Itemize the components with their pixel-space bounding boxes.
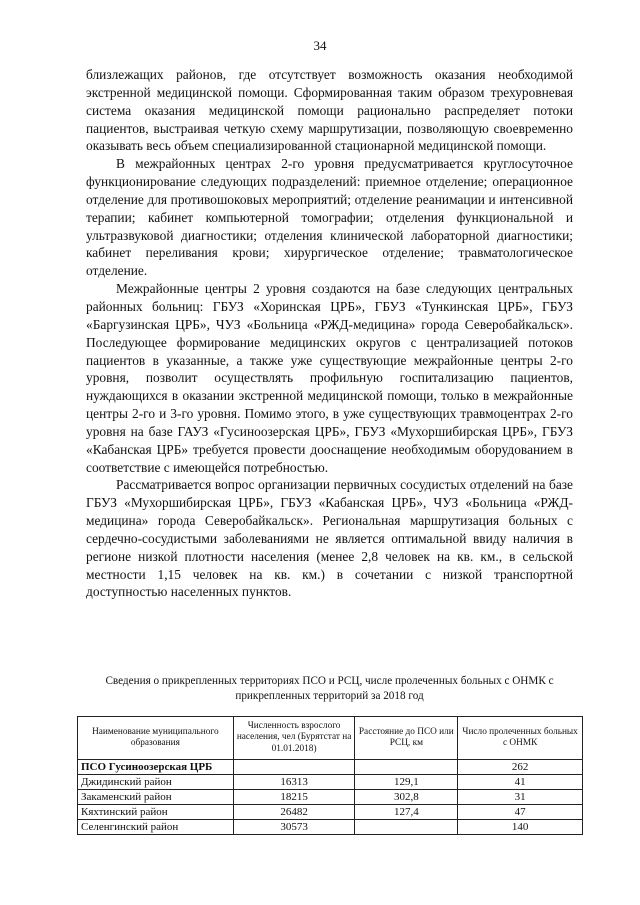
cell-distance [355, 760, 458, 775]
cell-population: 18215 [233, 790, 355, 805]
table-row [78, 790, 583, 805]
header-treated: Число пролеченных больных с ОНМК [458, 717, 583, 760]
cell-treated: 47 [458, 805, 583, 820]
cell-population [233, 760, 355, 775]
header-population: Численность взрослого населения, чел (Бурятстат на 01.01.2018) [233, 717, 355, 760]
cell-distance: 302,8 [355, 790, 458, 805]
cell-population: 30573 [233, 820, 355, 835]
cell-name: Джидинский район [78, 775, 234, 790]
table-row [78, 760, 583, 775]
table-caption: Сведения о прикрепленных территориях ПСО и РСЦ, числе пролеченных больных с ОНМК с прикрепленных территорий за 2018 год [105, 675, 554, 702]
cell-treated: 140 [458, 820, 583, 835]
cell-distance: 129,1 [355, 775, 458, 790]
paragraph: В межрайонных центрах 2-го уровня предусматривается круглосуточное функционирование следующих подразделений: приемное отделение; операционное отделение для противошоковых мероприятий; отделение реанимации и интенсивной терапии; кабинет компьютерной томографии; отделения функциональной и ультразвуковой диагностики; отделения клинической лабораторной диагностики; кабинет переливания крови; хирургическое отделение; травматологическое отделение. [86, 156, 573, 279]
header-municipality: Наименование муниципального образования [78, 717, 234, 760]
cell-treated: 262 [458, 760, 583, 775]
cell-name: Закаменский район [78, 790, 234, 805]
table-row [78, 775, 583, 790]
cell-treated: 41 [458, 775, 583, 790]
cell-name: Кяхтинский район [78, 805, 234, 820]
cell-treated: 31 [458, 790, 583, 805]
paragraph: Рассматривается вопрос организации первичных сосудистых отделений на базе ГБУЗ «Мухоршибирская ЦРБ», ГБУЗ «Кабанская ЦРБ», ЧУЗ «Больница «РЖД-медицина» города Северобайкальск». Региональная маршрутизация больных с сердечно-сосудистыми заболеваниями не является оптимальной ввиду наличия в регионе низкой плотности населения (менее 2,8 человек на кв. км., в сельской местности 1,15 человек на кв. км.) в сочетании с низкой транспортной доступностью населенных пунктов. [86, 477, 573, 600]
table-header-row [78, 717, 583, 760]
paragraph: Межрайонные центры 2 уровня создаются на базе следующих центральных районных больниц: ГБУЗ «Хоринская ЦРБ», ГБУЗ «Тункинская ЦРБ», ГБУЗ «Баргузинская ЦРБ», ЧУЗ «Больница «РЖД-медицина» города Северобайкальск». Последующее формирование медицинских округов с централизацией потоков пациентов в указанные, а также уже существующие межрайонные центры 2-го уровня, позволит осуществлять профильную госпитализацию пациентов, нуждающихся в оказании экстренной медицинской помощи, только в межрайонные центры 2-го и 3-го уровня. Помимо этого, в уже существующих травмоцентрах 2-го уровня на базе ГАУЗ «Гусиноозерская ЦРБ», ГБУЗ «Мухоршибирская ЦРБ», ГБУЗ «Кабанская ЦРБ» требуется провести дооснащение необходимым оборудованием в соответствие с имеющейся потребностью. [86, 281, 573, 475]
table-row [78, 805, 583, 820]
page-number: 34 [313, 38, 327, 53]
paragraph: близлежащих районов, где отсутствует возможность оказания необходимой экстренной медицинской помощи. Сформированная таким образом трехуровневая система оказания медицинской помощи рационально распределяет потоки пациентов, выстраивая четкую схему маршрутизации, позволяющую своевременно оказывать весь объем специализированной стационарной медицинской помощи. [86, 67, 573, 154]
cell-distance [355, 820, 458, 835]
cell-population: 16313 [233, 775, 355, 790]
cell-name: Селенгинский район [78, 820, 234, 835]
cell-population: 26482 [233, 805, 355, 820]
header-distance: Расстояние до ПСО или РСЦ, км [355, 717, 458, 760]
cell-name: ПСО Гусиноозерская ЦРБ [78, 760, 234, 775]
data-table [77, 716, 583, 835]
table-row [78, 820, 583, 835]
cell-distance: 127,4 [355, 805, 458, 820]
body-text [86, 66, 573, 601]
